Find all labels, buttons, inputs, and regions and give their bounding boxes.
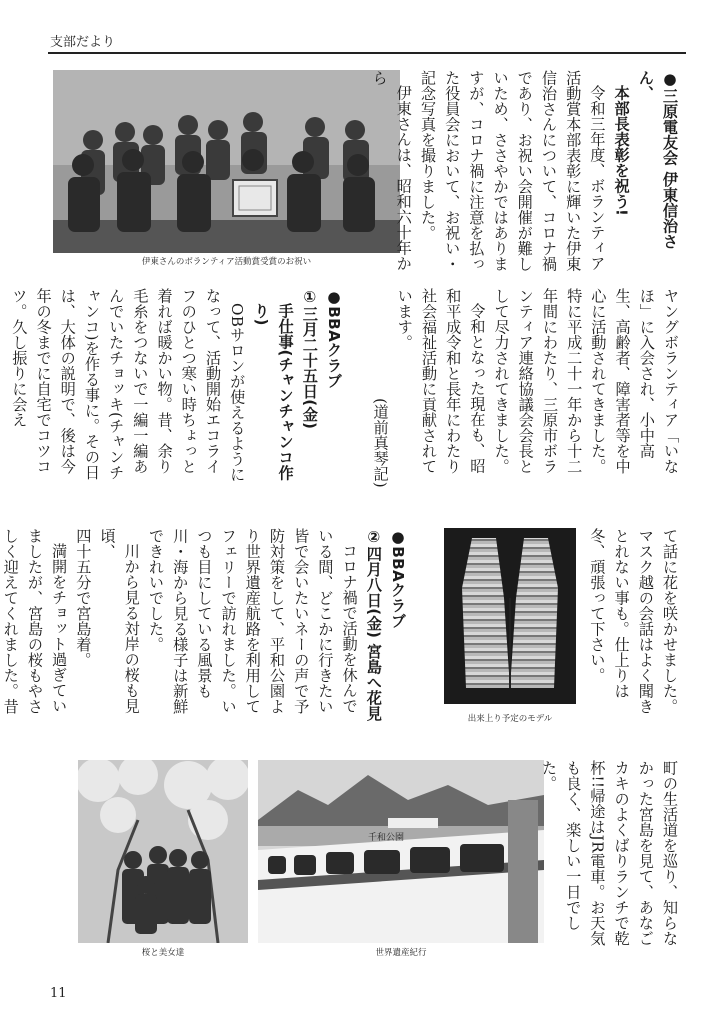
article-bba-2-cont bbox=[539, 760, 682, 960]
bba2-body-3: 満開をチョット過ぎていましたが、宮島の桜もやさしく迎えてくれました。昔 bbox=[1, 528, 69, 714]
ito-body: 令和三年度、ボランティア活動賞本部表彰に輝いた伊東信治さんについて、コロナ禍であり、お祝い会開催が難しいため、ささやかではありますが、コロナ禍に注意を払った役員会において、お祝い・記念写真を撮りました。 bbox=[418, 70, 607, 272]
ferry-ship-text: 千和公園 bbox=[368, 833, 405, 843]
ito-body-2a: 伊東さんは、昭和六十年から bbox=[370, 70, 413, 272]
bba2-body: コロナ禍で活動を休んでいる間、どこかに行きたい皆で会いたいネーの声で予防対策をして、平和公園より世界遺産航路を利用してフェリーで訪れました。いつも目にしている風景も川・海から見る様子は新鮮できれいでした。 bbox=[146, 528, 359, 714]
award-photo-caption: 伊東さんのボランティア活動賞受賞のお祝い bbox=[141, 257, 312, 267]
ito-subheading: 本部長表彰を祝う! bbox=[612, 85, 631, 217]
bba1-title: 手仕事(チャンチャンコ作り) bbox=[252, 303, 295, 481]
page-header bbox=[48, 28, 686, 54]
section-title: 支部だより bbox=[50, 35, 116, 50]
ferry-photo bbox=[258, 760, 544, 943]
ito-body-3: 令和となった現在も、昭和平成令和と長年にわたり社会福祉活動に貢献されています。 bbox=[395, 288, 487, 474]
bba1-body: OBサロンが使えるようになって、活動開始エコライフのひとつ寒い時ちょっと着れば暖かい物。昔、余り毛糸をつないで一編一編あんでいたチョッキ(チャンチャンコ)を作る事に。その日は、大体の説明で、後は今年の冬までに自宅でコツコツ。久し振りに会え bbox=[10, 288, 247, 483]
bba1-date: ①三月二十五日(金) bbox=[300, 288, 319, 430]
ito-signature: (道前真琴記) bbox=[371, 398, 390, 488]
ferry-photo-caption: 世界遺産紀行 bbox=[375, 948, 427, 958]
ito-body-2b: ヤングボランティア「いなほ」に入会され、小中高生、高齢者、障害者等を中心に活動されてきました。特に平成二十一年から十二年間にわたり、三原市ボランティア連絡協議会会長として尽力されてきました。 bbox=[492, 288, 680, 474]
bba2-body-2a: 川から見る対岸の桜も見頃、 bbox=[98, 528, 141, 714]
sakura-photo-caption: 桜と美女達 bbox=[141, 948, 185, 958]
bba1-body-cont: て話に花を咲かせました。マスク越の会話はよく聞きとれない事も。仕上りは冬、頑張って下さい。 bbox=[588, 528, 679, 714]
vest-photo-caption: 出来上り予定のモデル bbox=[467, 714, 553, 724]
article-ito-cont bbox=[371, 288, 683, 488]
bba2-title: ②四月八日(金) 宮島へ花見 bbox=[364, 528, 383, 722]
bba2-body-cont: 町の生活道を巡り、知らなかった宮島を見て、あなごカキのよくばりランチで乾杯!!帰途はJR電車。お天気も良く、楽しい一日でした。 bbox=[539, 760, 679, 946]
bba2-heading: ●BBAクラブ bbox=[389, 528, 407, 629]
article-bba-2 bbox=[1, 528, 410, 728]
award-group-photo bbox=[53, 70, 400, 253]
page-number: 11 bbox=[50, 986, 67, 1001]
article-ito bbox=[370, 70, 682, 272]
vest-photo bbox=[444, 528, 576, 704]
ito-heading: ●三原電友会 伊東信治さん、 bbox=[636, 70, 679, 249]
article-bba-1 bbox=[10, 288, 346, 488]
bba2-body-2b: 四十五分で宮島着。 bbox=[74, 528, 93, 668]
sakura-photo bbox=[78, 760, 248, 943]
article-bba-1-cont bbox=[584, 528, 682, 724]
bba1-heading: ●BBAクラブ bbox=[325, 288, 343, 389]
